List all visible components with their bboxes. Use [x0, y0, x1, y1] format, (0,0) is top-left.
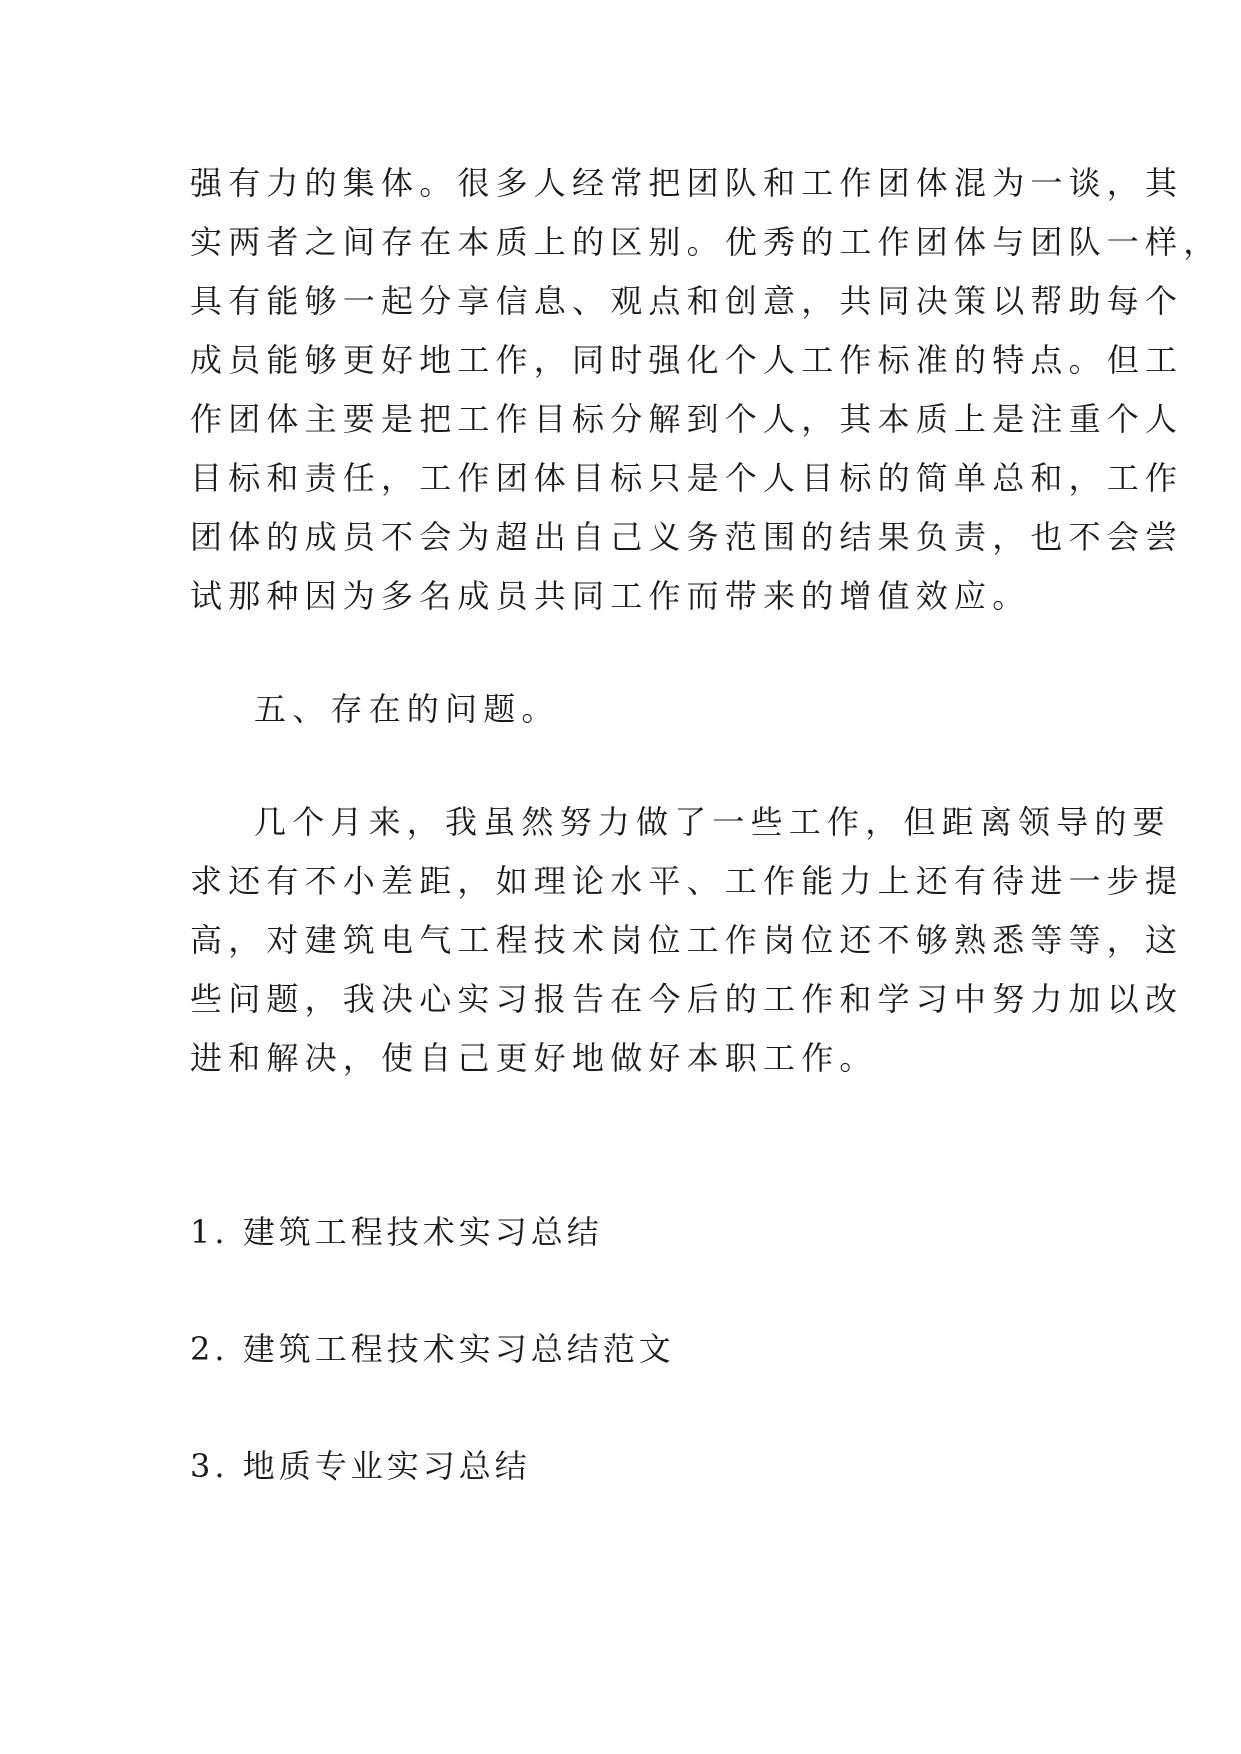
- paragraph-line: 几个月来，我虽然努力做了一些工作，但距离领导的要: [254, 803, 1171, 841]
- paragraph-line: 进和解决，使自己更好地做好本职工作。: [190, 1039, 878, 1077]
- paragraph-line: 团体的成员不会为超出自己义务范围的结果负责，也不会尝: [190, 518, 1184, 556]
- paragraph-line: 求还有不小差距，如理论水平、工作能力上还有待进一步提: [190, 862, 1184, 900]
- paragraph-line: 高，对建筑电气工程技术岗位工作岗位还不够熟悉等等，这: [190, 921, 1184, 959]
- paragraph-line: 实两者之间存在本质上的区别。优秀的工作团体与团队一样，: [190, 223, 1222, 261]
- related-link-item[interactable]: 2. 建筑工程技术实习总结范文: [190, 1330, 675, 1368]
- paragraph-line: 作团体主要是把工作目标分解到个人，其本质上是注重个人: [190, 400, 1184, 438]
- paragraph-line: 成员能够更好地工作，同时强化个人工作标准的特点。但工: [190, 341, 1184, 379]
- section-heading: 五、存在的问题。: [254, 690, 560, 728]
- paragraph-line: 具有能够一起分享信息、观点和创意，共同决策以帮助每个: [190, 282, 1184, 320]
- paragraph-line: 试那种因为多名成员共同工作而带来的增值效应。: [190, 577, 1031, 615]
- paragraph-line: 目标和责任，工作团体目标只是个人目标的简单总和，工作: [190, 459, 1184, 497]
- related-link-item[interactable]: 3. 地质专业实习总结: [190, 1447, 531, 1485]
- paragraph-line: 强有力的集体。很多人经常把团队和工作团体混为一谈，其: [190, 164, 1184, 202]
- paragraph-line: 些问题，我决心实习报告在今后的工作和学习中努力加以改: [190, 980, 1184, 1018]
- related-link-item[interactable]: 1. 建筑工程技术实习总结: [190, 1213, 603, 1251]
